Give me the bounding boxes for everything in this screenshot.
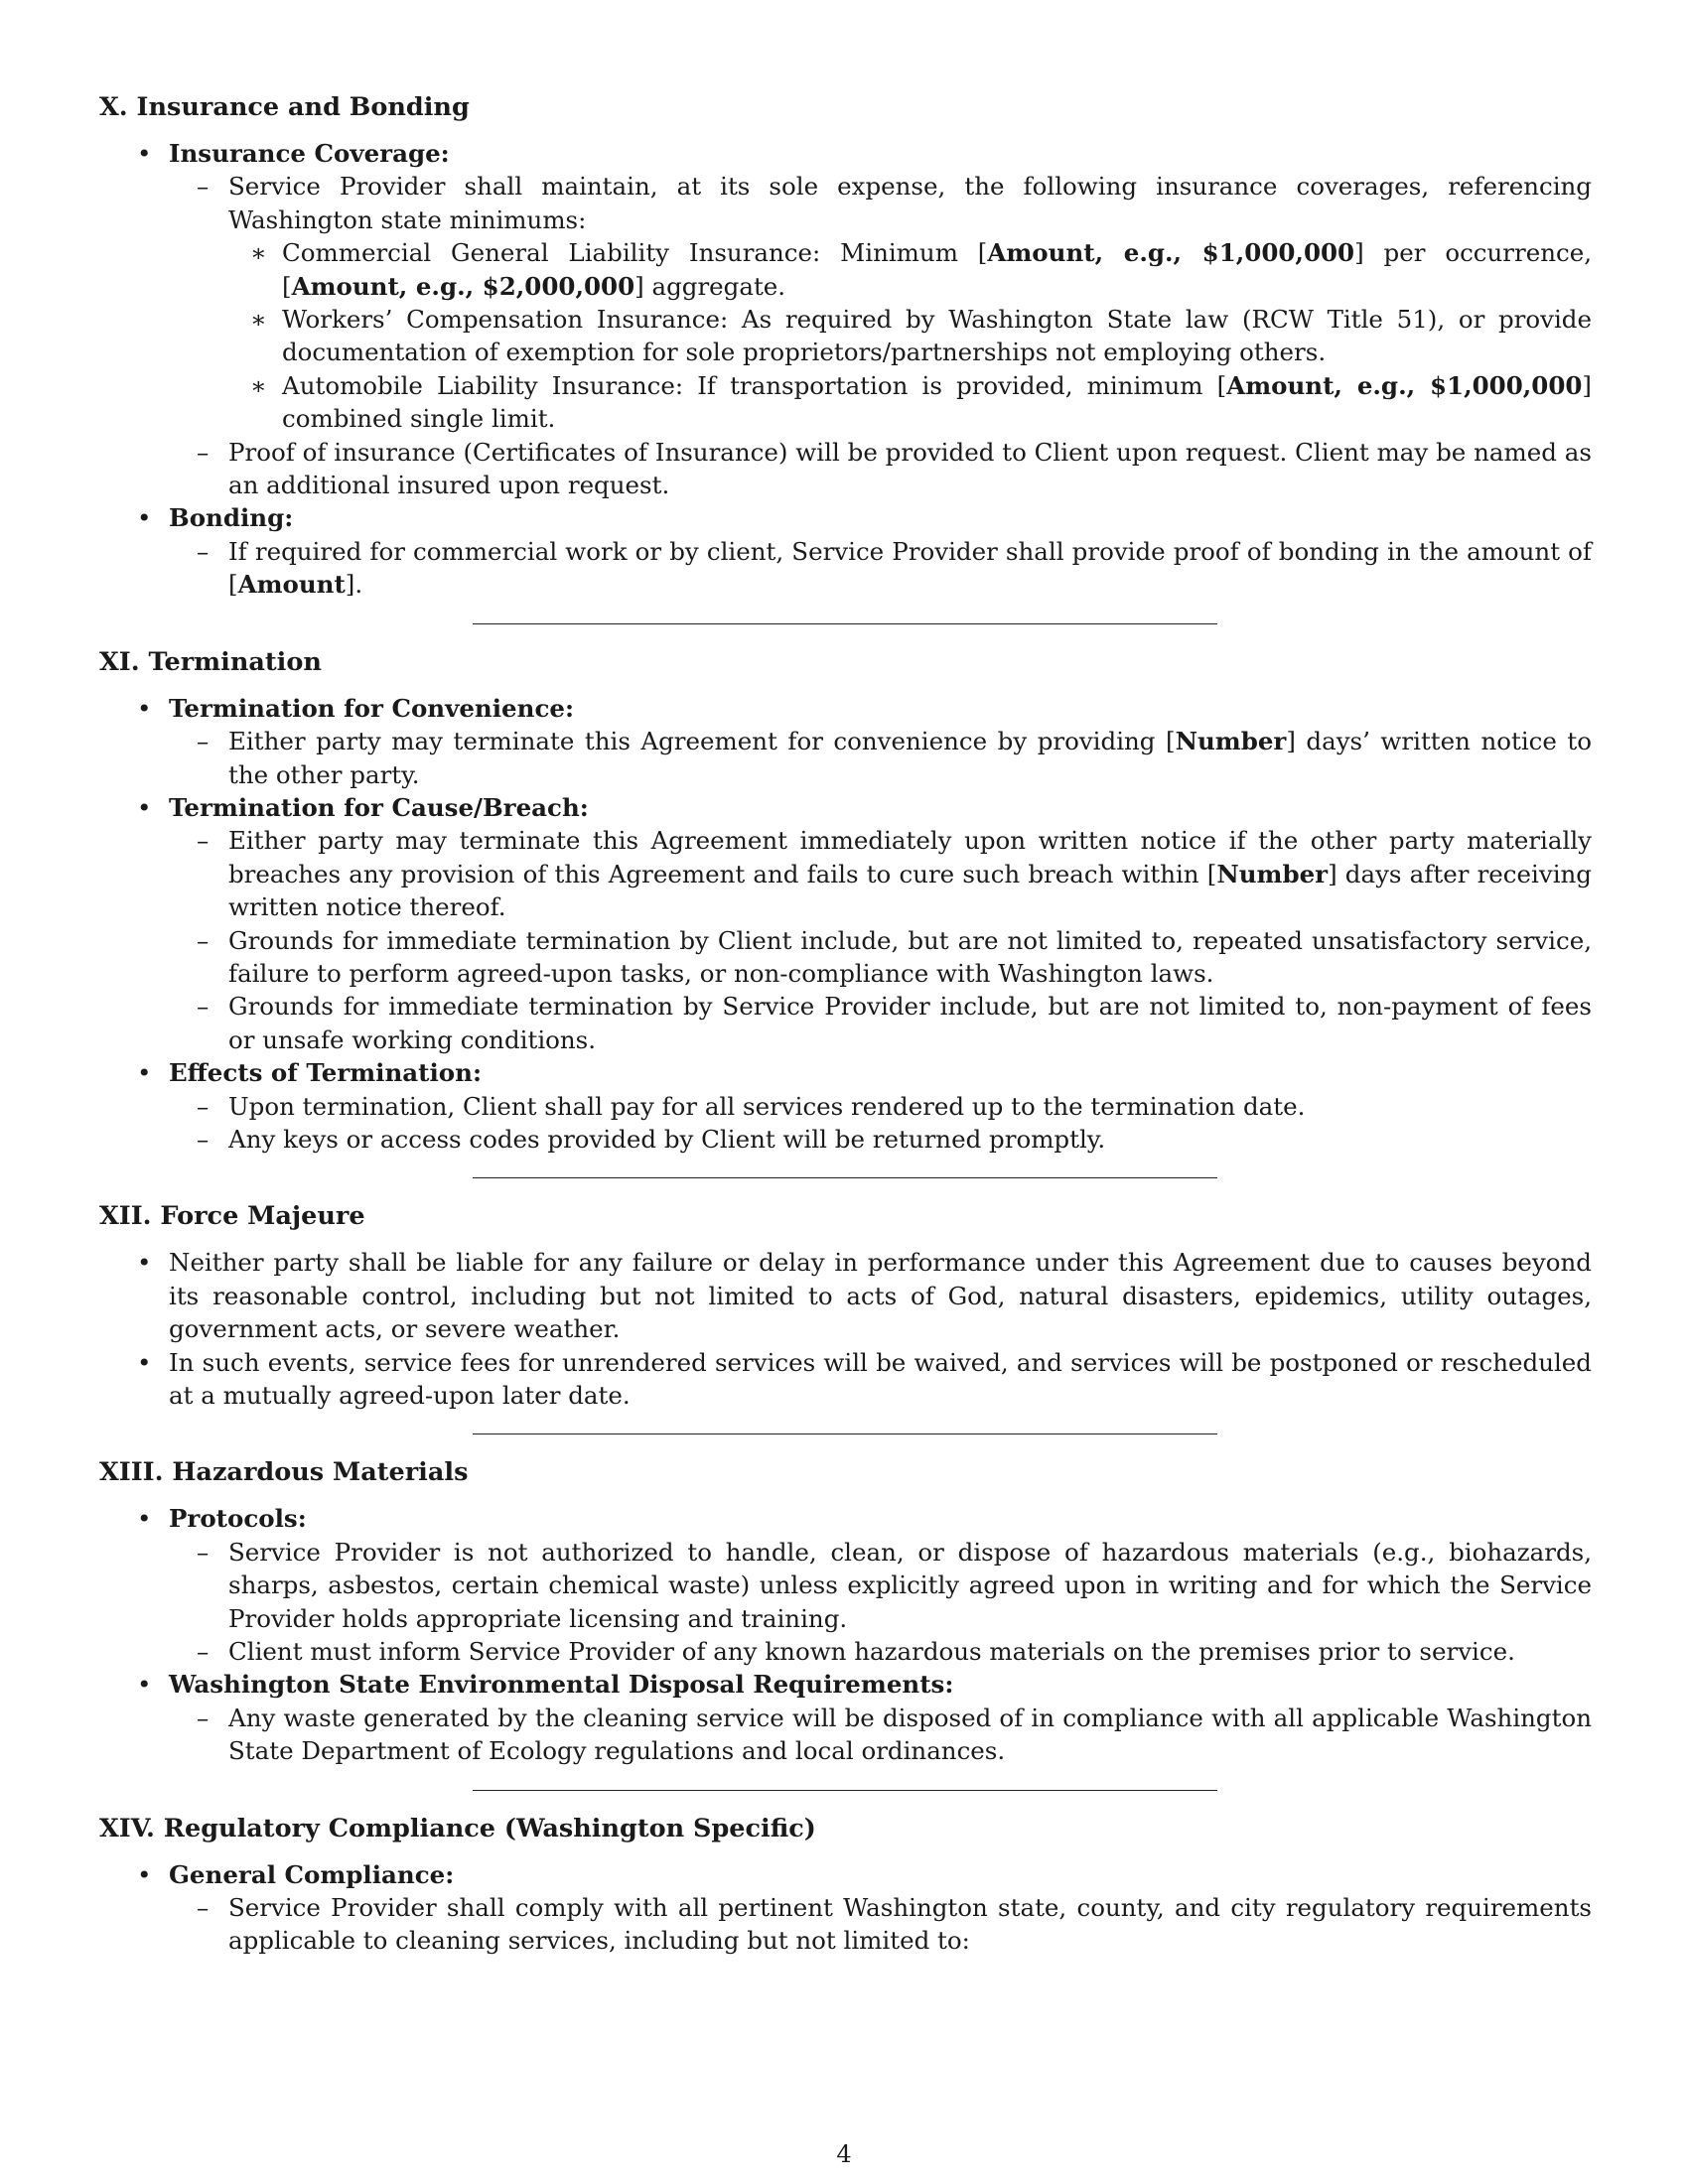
- item-text: Automobile Liability Insurance: If transportation is provided, minimum [: [282, 370, 1227, 400]
- list-item: [169, 1123, 1592, 1156]
- list-item: [169, 1891, 1592, 1958]
- list-item: [99, 501, 1592, 601]
- item-text: Either party may terminate this Agreement immediately upon written notice if the other party materially breaches any provision of this Agreement and fails to cure such breach within [: [228, 826, 1592, 888]
- section-regulatory-compliance: [99, 1813, 1592, 1958]
- list-item: [99, 137, 1592, 501]
- sub-list: [169, 1090, 1592, 1157]
- section-force-majeure: [99, 1200, 1592, 1412]
- section-divider: [473, 623, 1217, 624]
- list-item: [169, 1090, 1592, 1123]
- list-item: [169, 436, 1592, 502]
- bullet-list: [99, 137, 1592, 602]
- item-text: ].: [345, 570, 363, 600]
- item-label: Bonding:: [169, 503, 294, 533]
- list-item: [99, 1502, 1592, 1668]
- list-item: [99, 1246, 1592, 1345]
- list-item: [99, 791, 1592, 1056]
- item-label: Protocols:: [169, 1504, 307, 1534]
- sub-list: [169, 725, 1592, 791]
- bullet-list: [99, 1246, 1592, 1412]
- list-item: [99, 1858, 1592, 1958]
- sub-list: [169, 1891, 1592, 1958]
- list-item: [228, 236, 1592, 303]
- section-heading: X. Insurance and Bonding: [99, 92, 470, 122]
- item-text: Any keys or access codes provided by Client will be returned promptly.: [228, 1124, 1106, 1154]
- placeholder-field: Number: [1175, 727, 1287, 756]
- item-text: Neither party shall be liable for any failure or delay in performance under this Agreement due to causes beyond its reasonable control, including but not limited to acts of God, natural disasters, epidemics, utility outages, government acts, or severe weather.: [169, 1248, 1592, 1344]
- placeholder-field: Amount: [237, 570, 346, 600]
- list-item: [228, 369, 1592, 436]
- list-item: [99, 1346, 1592, 1413]
- item-text: Service Provider shall comply with all pertinent Washington state, county, and city regulatory requirements applicable to cleaning services, including but not limited to:: [228, 1893, 1592, 1956]
- document-body: [99, 91, 1592, 1958]
- sub-list: [169, 535, 1592, 602]
- section-divider: [473, 1433, 1217, 1434]
- item-text: Grounds for immediate termination by Client include, but are not limited to, repeated unsatisfactory service, failure to perform agreed-upon tasks, or non-compliance with Washington laws.: [228, 925, 1592, 988]
- section-heading: XIII. Hazardous Materials: [99, 1457, 469, 1488]
- list-item: [169, 170, 1592, 435]
- section-insurance-bonding: [99, 91, 1592, 602]
- item-text: ] days’ written notice to the other party.: [228, 727, 1592, 789]
- list-item: [99, 1056, 1592, 1156]
- item-label: Termination for Cause/Breach:: [169, 792, 589, 822]
- list-item: [228, 303, 1592, 369]
- item-text: Service Provider shall maintain, at its sole expense, the following insurance coverages, referencing Washington state minimums:: [228, 172, 1592, 234]
- bullet-list: [99, 1502, 1592, 1767]
- list-item: [169, 725, 1592, 791]
- item-text: Workers’ Compensation Insurance: As required by Washington State law (RCW Title 51), or provide documentation of exemption for sole proprietors/partnerships not employing others.: [282, 305, 1592, 367]
- placeholder-field: Number: [1216, 859, 1329, 888]
- section-heading: XIV. Regulatory Compliance (Washington Specific): [99, 1813, 816, 1843]
- sub-sub-list: [228, 236, 1592, 435]
- item-text: Proof of insurance (Certificates of Insurance) will be provided to Client upon request. Client may be named as an additional insured upon request.: [228, 437, 1592, 500]
- page-number: 4: [836, 2140, 852, 2168]
- item-label: Insurance Coverage:: [169, 139, 450, 168]
- sub-list: [169, 1702, 1592, 1768]
- list-item: [169, 1536, 1592, 1635]
- section-heading: XI. Termination: [99, 646, 322, 677]
- item-text: In such events, service fees for unrendered services will be waived, and services will be postponed or rescheduled at a mutually agreed-upon later date.: [169, 1347, 1592, 1410]
- item-text: Client must inform Service Provider of any known hazardous materials on the premises prior to service.: [228, 1637, 1515, 1667]
- item-text: Upon termination, Client shall pay for all services rendered up to the termination date.: [228, 1091, 1306, 1121]
- list-item: [169, 1635, 1592, 1668]
- item-text: Any waste generated by the cleaning service will be disposed of in compliance with all applicable Washington State Department of Ecology regulations and local ordinances.: [228, 1703, 1592, 1766]
- list-item: [99, 1668, 1592, 1767]
- section-divider: [473, 1790, 1217, 1791]
- item-text: Grounds for immediate termination by Service Provider include, but are not limited to, non-payment of fees or unsafe working conditions.: [228, 992, 1592, 1054]
- item-label: Termination for Convenience:: [169, 693, 575, 723]
- list-item: [169, 824, 1592, 923]
- list-item: [169, 990, 1592, 1056]
- bullet-list: [99, 692, 1592, 1157]
- section-termination: [99, 646, 1592, 1157]
- list-item: [169, 1702, 1592, 1768]
- placeholder-field: Amount, e.g., $1,000,000: [1226, 370, 1583, 400]
- item-text: Commercial General Liability Insurance: Minimum [: [282, 238, 988, 268]
- item-text: ] per occurrence, [: [282, 238, 1592, 301]
- placeholder-field: Amount, e.g., $2,000,000: [291, 271, 635, 301]
- list-item: [169, 535, 1592, 602]
- bullet-list: [99, 1858, 1592, 1958]
- list-item: [99, 692, 1592, 791]
- sub-list: [169, 170, 1592, 501]
- item-text: ] aggregate.: [634, 271, 786, 301]
- item-label: General Compliance:: [169, 1859, 455, 1889]
- section-hazardous-materials: [99, 1456, 1592, 1767]
- item-text: ] combined single limit.: [282, 370, 1592, 434]
- placeholder-field: Amount, e.g., $1,000,000: [987, 238, 1355, 268]
- item-text: Either party may terminate this Agreement for convenience by providing [: [228, 727, 1176, 756]
- sub-list: [169, 824, 1592, 1056]
- item-text: If required for commercial work or by client, Service Provider shall provide proof of bonding in the amount of [: [228, 536, 1592, 600]
- item-label: Washington State Environmental Disposal Requirements:: [169, 1670, 954, 1700]
- section-divider: [473, 1177, 1217, 1178]
- item-label: Effects of Termination:: [169, 1058, 482, 1088]
- sub-list: [169, 1536, 1592, 1669]
- item-text: ] days after receiving written notice thereof.: [228, 859, 1592, 922]
- item-text: Service Provider is not authorized to handle, clean, or dispose of hazardous materials (e.g., biohazards, sharps, asbestos, certain chemical waste) unless explicitly agreed upon in writing and for which the Service Provider holds appropriate licensing and training.: [228, 1537, 1592, 1633]
- list-item: [169, 924, 1592, 991]
- section-heading: XII. Force Majeure: [99, 1201, 365, 1232]
